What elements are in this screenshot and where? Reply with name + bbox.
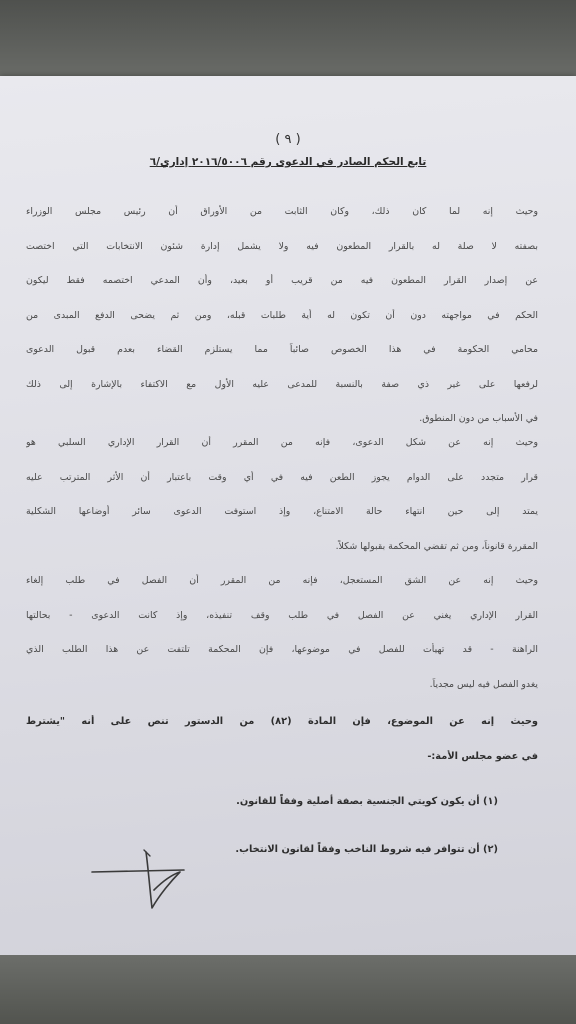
paragraph-line: وحيث إنه عن الموضوع، فإن المادة (٨٢) من الدستور تنص على أنه "يشترط: [26, 716, 538, 727]
list-item: (٢) أن تتوافر فيه شروط الناخب وفقاً لقانون الانتخاب.: [235, 844, 498, 855]
paragraph-1: [26, 205, 538, 447]
page-number: ( ٩ ): [275, 132, 301, 147]
paragraph-line: يغدو الفصل فيه ليس مجدياً.: [429, 678, 538, 690]
paragraph-line: في الأسباب من دون المنطوق.: [419, 413, 538, 424]
handwritten-signature: [88, 846, 188, 916]
table-surface-bottom: [0, 955, 576, 1024]
document-page: [0, 76, 576, 958]
paragraph-line: قرار متجدد على الدوام يجوز الطعن فيه في أي وقت باعتبار أن الأثر المترتب عليه: [26, 471, 538, 483]
paragraph-line: لرفعها على غير ذي صفة بالنسبة للمدعى عليه الأول مع الاكتفاء بالإشارة إلى ذلك: [26, 378, 538, 390]
paragraph-line: وحيث إنه عن الشق المستعجل، فإنه من المقرر أن الفصل في طلب إلغاء: [26, 575, 538, 586]
paragraph-line: بصفته لا صلة له بالقرار المطعون فيه ولا يشمل إدارة شئون الانتخابات التي اختصت: [26, 240, 538, 252]
paragraph-line: يمتد إلى حين انتهاء حالة الامتناع، وإذ استوفت الدعوى سائر أوضاعها الشكلية: [26, 506, 538, 517]
paragraph-line: محامي الحكومة في هذا الخصوص صائباً مما يستلزم القضاء بعدم قبول الدعوى: [26, 344, 538, 355]
paragraph-line: عن إصدار القرار المطعون فيه من قريب أو بعيد، وأن المدعي اختصمه فقط ليكون: [26, 275, 538, 286]
table-surface-top: [0, 0, 576, 80]
paragraph-line: الراهنة - قد تهيأت للفصل في موضوعها، فإن المحكمة تلتفت عن هذا الطلب الذي: [26, 644, 538, 655]
paragraph-line: وحيث إنه عن شكل الدعوى، فإنه من المقرر أن القرار الإداري السلبي هو: [26, 437, 538, 448]
paragraph-2: [26, 436, 538, 574]
paragraph-4: [26, 715, 538, 784]
paragraph-line: الحكم في مواجهته دون أن تكون له أية طلبات قبله، ومن ثم يضحى الدفع المبدى من: [26, 309, 538, 321]
paragraph-3: [26, 574, 538, 712]
paragraph-line: المقررة قانوناً، ومن ثم تقضي المحكمة بقبولها شكلاً.: [335, 540, 538, 552]
paragraph-line: في عضو مجلس الأمة:-: [427, 750, 538, 762]
list-item: (١) أن يكون كويتي الجنسية بصفة أصلية وفقاً للقانون.: [236, 796, 498, 807]
document-heading: تابع الحكم الصادر في الدعوى رقم ٢٠١٦/٥٠٠٦ إداري/٦: [149, 156, 427, 168]
paragraph-line: وحيث إنه لما كان ذلك، وكان الثابت من الأوراق أن رئيس مجلس الوزراء: [26, 206, 538, 217]
paragraph-line: القرار الإداري يغني عن الفصل في طلب وقف تنفيذه، وإذ كانت الدعوى - بحالتها: [26, 609, 538, 621]
